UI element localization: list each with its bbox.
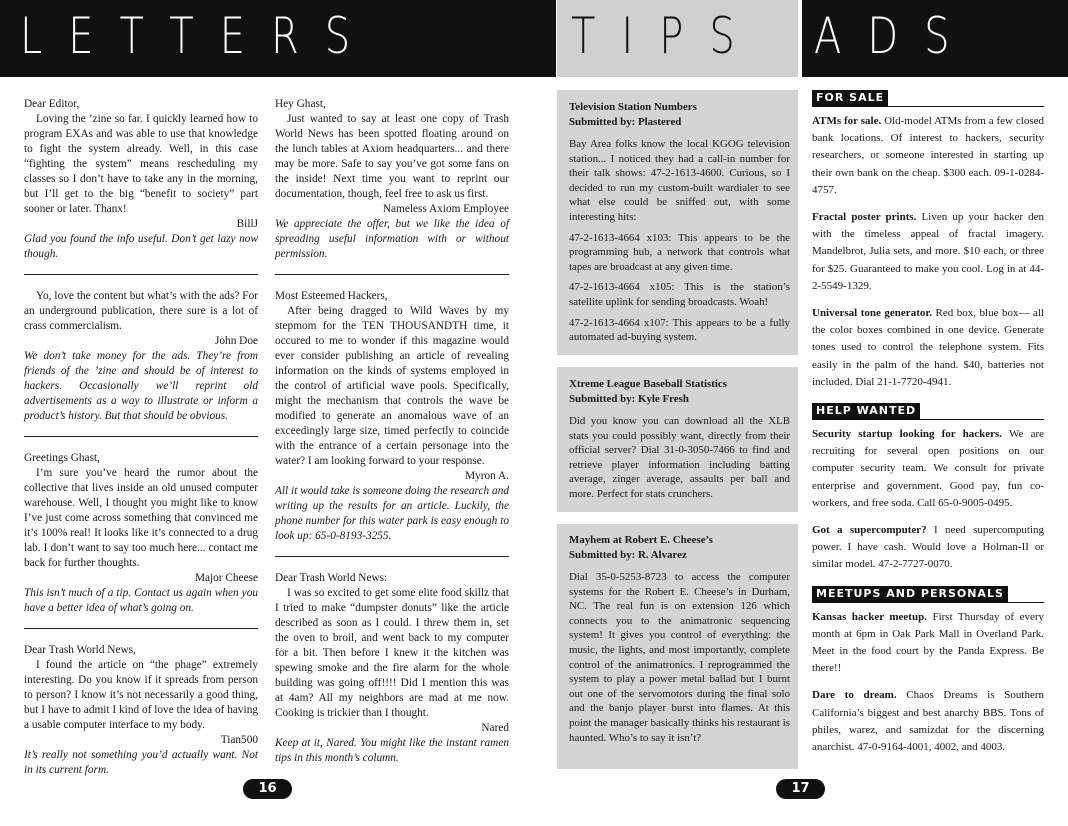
letter [275, 97, 509, 262]
editor-reply: All it would take is someone doing the research and writing up the results for an article. Luckily, the phone number for this water park is easy enough to look up: 65-0-8193-3255. [275, 485, 509, 542]
tip-paragraph: Bay Area folks know the local KGOG television station... I noticed they had a call-in number for their talk shows: 47-2-1613-4600. Curious, so I decided to run my custom-built wardialer to see what else could be sniffed out, with some interesting hits: [569, 138, 790, 223]
editor-reply: We don’t take money for the ads. They’re from friends of the ’zine and should be of interest to hackers. Occasionally we’ll reprint old advertisements as a way to illustrate or inform a product’s history. But that should be obvious. [24, 350, 258, 422]
tip-submitter: Submitted by: Plastered [569, 116, 682, 128]
letter-signature: John Doe [215, 335, 258, 347]
letter-body: I’m sure you’ve heard the rumor about the collective that lives inside an old unused computer warehouse. Well, I thought you might like to know I’ve just come across something that convinced me it’s 100% real! It looks like it’s connected to a drug lab. I don’t want to say too much here... contact me back for further thoughts. [24, 467, 258, 569]
ad-section-meetups [812, 586, 1044, 757]
letters-column-1 [24, 97, 258, 778]
ads-column [812, 90, 1044, 766]
tip-paragraph: 47-2-1613-4664 x105: This is the station’s satellite uplink for sending broadcasts. Woah! [569, 281, 790, 308]
letter-salutation: Dear Trash World News, [24, 644, 136, 656]
editor-reply: This isn’t much of a tip. Contact us again when you have a better idea of what’s going on. [24, 587, 258, 614]
tip-2 [569, 377, 790, 508]
letter [24, 451, 258, 616]
letter-body: After being dragged to Wild Waves by my stepmom for the TEN THOUSANDTH time, it occured to me to wonder if this magazine would ever consider publishing an article of revealing information on the kinds of systems employed in the control of artificial wave pools. Specifically, might the mechanism that controls the wave be modified to generate an anomalous wave of an exceedingly large size, timed perfectly to coincide with the entrance of a certain personage into the water? I am looking forward to your response. [275, 305, 509, 467]
ad-item-text: First Thursday of every month at 6pm in Oak Park Mall in Overland Park. Meet in the food court by the Panda Express. Be there!! [812, 610, 1045, 675]
tip-submitter: Submitted by: R. Alvarez [569, 549, 687, 561]
editor-reply: We appreciate the offer, but we like the idea of spreading useful information with or without permission. [275, 218, 509, 260]
letter-signature: Myron A. [465, 470, 509, 482]
ad-item [812, 209, 1044, 295]
ad-item [812, 113, 1044, 199]
ads-header [802, 0, 1068, 77]
letter-body: Just wanted to say at least one copy of Trash World News has been spotted floating around on the lunch tables at Axiom headquarters... and there may be more. Safe to say you’ve got some fans on the inside! Next time you want to reprint our documentation, though, feel free to ask us first. [275, 113, 509, 200]
letter-body: I was so excited to get some elite food skillz that I tried to make “dumpster donuts” like the article described as soon as I could. I threw them in, set the oven to broil, and went back to my computer for a bit. Then before I knew it the kitchen was spewing smoke and the fire alarm for the whole building was going off!!!! Did I mention this was at 4am? All my neighbors are mad at me now. Cooking is trickier than I thought. [275, 587, 509, 719]
tip-paragraph: Did you know you can download all the XLB stats you could possibly want, directly from their official server? Dial 31-0-3050-7466 to find and retrieve player information including batting average, zinger average, assaults per ball and more. Perfect for stats crunchers. [569, 415, 790, 500]
tip-submitter: Submitted by: Kyle Fresh [569, 393, 689, 405]
ad-item [812, 522, 1044, 574]
letter [24, 289, 258, 424]
tip-1 [569, 100, 790, 351]
page-number-left: 16 [243, 779, 292, 799]
ad-item-lead: ATMs for sale. [812, 115, 882, 127]
ad-section-heading: MEETUPS AND PERSONALS [812, 586, 1008, 602]
letter-body: Loving the ’zine so far. I quickly learned how to program EXAs and was able to use that knowledge to fight the system already. Well, in this case “fighting the system” means rescheduling my classes so I don’t have to take any in the morning, but I’ll get to the big “benefit to society” part sooner or later. Thanx! [24, 113, 258, 215]
letter-signature: BillJ [236, 218, 258, 230]
ad-item [812, 305, 1044, 391]
tip-title-text: Mayhem at Robert E. Cheese’s [569, 534, 713, 546]
ad-item-text: We are recruiting for several open positions on our computer security team. We consult for private enterprise and government. Good pay, fun co-workers, and free soda. Call 65-0-9005-0495. [812, 428, 1044, 509]
letter-divider [275, 274, 509, 275]
tip-title [569, 100, 790, 130]
ad-section-rule [812, 90, 1044, 107]
letter-signature: Major Cheese [194, 572, 258, 584]
letter-body: Yo, love the content but what’s with the ads? For an underground publication, there sure is a lot of crass commercialism. [24, 290, 258, 332]
editor-reply: Glad you found the info useful. Don’t get lazy now though. [24, 233, 258, 260]
ad-item-text: Liven up your hacker den with the timeless appeal of fractal imagery. Mandelbrot, Julia sets, and more. $10 each, or three for $25. Guaranteed to make you cool. Log in at 44-2-5549-1329. [812, 211, 1045, 292]
tip-title-text: Television Station Numbers [569, 101, 697, 113]
tip-paragraph: 47-2-1613-4664 x107: This appears to be a fully automated ad-buying system. [569, 316, 790, 344]
letter [275, 289, 509, 544]
letter [24, 643, 258, 778]
ad-item-text: Chaos Dreams is Southern California’s biggest and best anarchy BBS. Tons of philes, warez, and samizdat for the discerning anarchist. 47-0-9164-4001, 4002, and 4003. [812, 689, 1045, 754]
tip-title-text: Xtreme League Baseball Statistics [569, 378, 727, 390]
ad-item [812, 687, 1044, 756]
ad-item-lead: Universal tone generator. [812, 307, 932, 320]
ad-item-lead: Security startup looking for hackers. [812, 428, 1003, 441]
letter-salutation: Dear Trash World News: [275, 572, 388, 584]
ad-item-lead: Dare to dream. [812, 689, 897, 702]
letter-divider [275, 556, 509, 557]
letters-heading: LETTERS [20, 8, 377, 66]
letter-signature: Nameless Axiom Employee [382, 203, 509, 215]
editor-reply: Keep at it, Nared. You might like the instant ramen tips in this month’s column. [275, 737, 509, 764]
page-number-right: 17 [776, 779, 825, 799]
tip-title [569, 533, 790, 563]
tip-paragraph: 47-2-1613-4664 x103: This appears to be the programming hub, a network that controls what tapes are broadcast at any given time. [569, 231, 790, 273]
tip-3 [569, 533, 790, 751]
ad-section-for-sale [812, 90, 1044, 391]
ad-section-rule [812, 586, 1044, 603]
ad-item-lead: Kansas hacker meetup. [812, 610, 927, 623]
tips-header [557, 0, 798, 77]
ad-item-text: I need supercomputing power. I have cash. Would love a Holman-II or similar model. 47-2-7727-0070. [812, 524, 1045, 571]
letter-salutation: Hey Ghast, [275, 98, 326, 110]
letter-body: I found the article on “the phage” extremely interesting. Do you know if it spreads from person to person? I know it’s not necessarily a good thing, but I have to admit I kind of love the idea of having a usable computer interface to my body. [24, 659, 258, 731]
ad-section-help-wanted [812, 403, 1044, 574]
letter-divider [24, 436, 258, 437]
letter [275, 571, 509, 766]
ad-item-lead: Got a supercomputer? [812, 524, 927, 537]
letter-salutation: Most Esteemed Hackers, [275, 290, 388, 302]
ad-item [812, 609, 1044, 678]
tip-title [569, 377, 790, 407]
tips-heading: TIPS [571, 8, 761, 66]
letter-signature: Tian500 [220, 734, 258, 746]
tip-paragraph: Dial 35-0-5253-8723 to access the computer systems for the Robert E. Cheese’s in Durham, NC. The real fun is on extension 126 which connects you to the animatronic sequencing system! It gives you control of everything: the music, the lights, and most importantly, complete control of the animatronics. I reprogrammed the system to play a power metal ballad but I burnt out one of the servomotors during the final solo and the banjo player burst into flames. At this point the manager basically thinks his restaurant is haunted. Who’s to say it isn’t? [569, 571, 790, 744]
ad-section-heading: FOR SALE [812, 90, 888, 106]
letter-salutation: Greetings Ghast, [24, 452, 100, 464]
ad-section-heading: HELP WANTED [812, 403, 920, 419]
editor-reply: It’s really not something you’d actually want. Not in its current form. [24, 749, 258, 776]
ad-item-text: Old-model ATMs from a few closed bank locations. Of interest to hackers, security researchers, or someone interested in starting up their own bank on the cheap. $300 each. 09-1-0284-4757. [812, 115, 1044, 196]
letter-signature: Nared [481, 722, 509, 734]
ads-heading: ADS [814, 8, 976, 66]
letters-header [0, 0, 556, 77]
ad-item-text: Red box, blue box— all the color boxes combined in one device. Generate tones used to control the telephone system. Fits easily in the palm of the hand. $40, batteries not included. Dial 21-1-7720-4941. [812, 307, 1045, 388]
letter-salutation: Dear Editor, [24, 98, 80, 110]
letter-divider [24, 274, 258, 275]
ad-item [812, 426, 1044, 512]
letters-column-2 [275, 97, 509, 766]
ad-section-rule [812, 403, 1044, 420]
letter [24, 97, 258, 262]
letter-divider [24, 628, 258, 629]
ad-item-lead: Fractal poster prints. [812, 211, 917, 224]
